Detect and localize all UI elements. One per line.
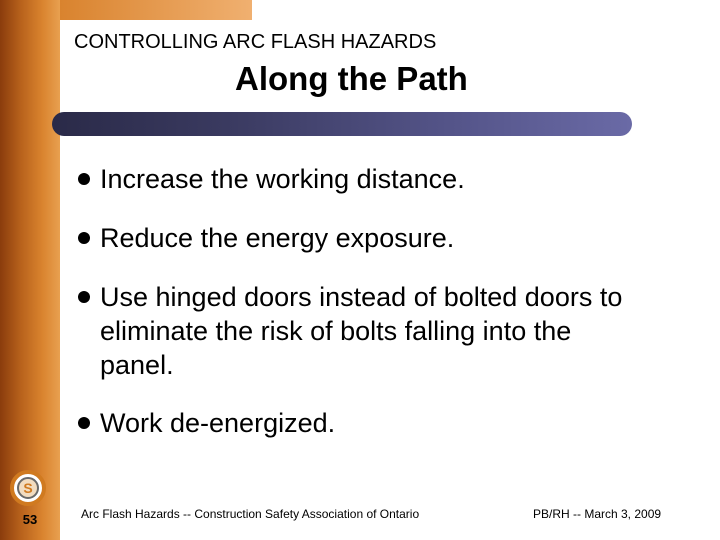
bullet-dot-icon — [78, 173, 90, 185]
bullet-list — [78, 162, 638, 465]
bullet-text: Use hinged doors instead of bolted doors to eliminate the risk of bolts falling into the panel. — [100, 282, 623, 380]
slide-number: 53 — [22, 512, 38, 527]
footer-author-date: PB/RH -- March 3, 2009 — [533, 507, 662, 521]
left-decorative-sidebar — [0, 0, 60, 540]
slide-subtitle: CONTROLLING ARC FLASH HAZARDS — [74, 31, 437, 53]
title-underline-bar — [52, 112, 632, 136]
organization-logo-icon — [10, 470, 46, 506]
bullet-dot-icon — [78, 232, 90, 244]
bullet-item — [78, 406, 638, 440]
top-decorative-band — [60, 0, 252, 20]
bullet-text: Increase the working distance. — [100, 164, 465, 194]
bullet-item — [78, 221, 638, 255]
bullet-dot-icon — [78, 291, 90, 303]
bullet-item — [78, 280, 638, 382]
bullet-dot-icon — [78, 417, 90, 429]
slide-title: Along the Path — [235, 60, 468, 97]
bullet-text: Reduce the energy exposure. — [100, 223, 455, 253]
bullet-item — [78, 162, 638, 196]
footer-source: Arc Flash Hazards -- Construction Safety Association of Ontario — [81, 507, 420, 521]
logo-letter: S — [23, 480, 33, 496]
bullet-text: Work de-energized. — [100, 408, 336, 438]
